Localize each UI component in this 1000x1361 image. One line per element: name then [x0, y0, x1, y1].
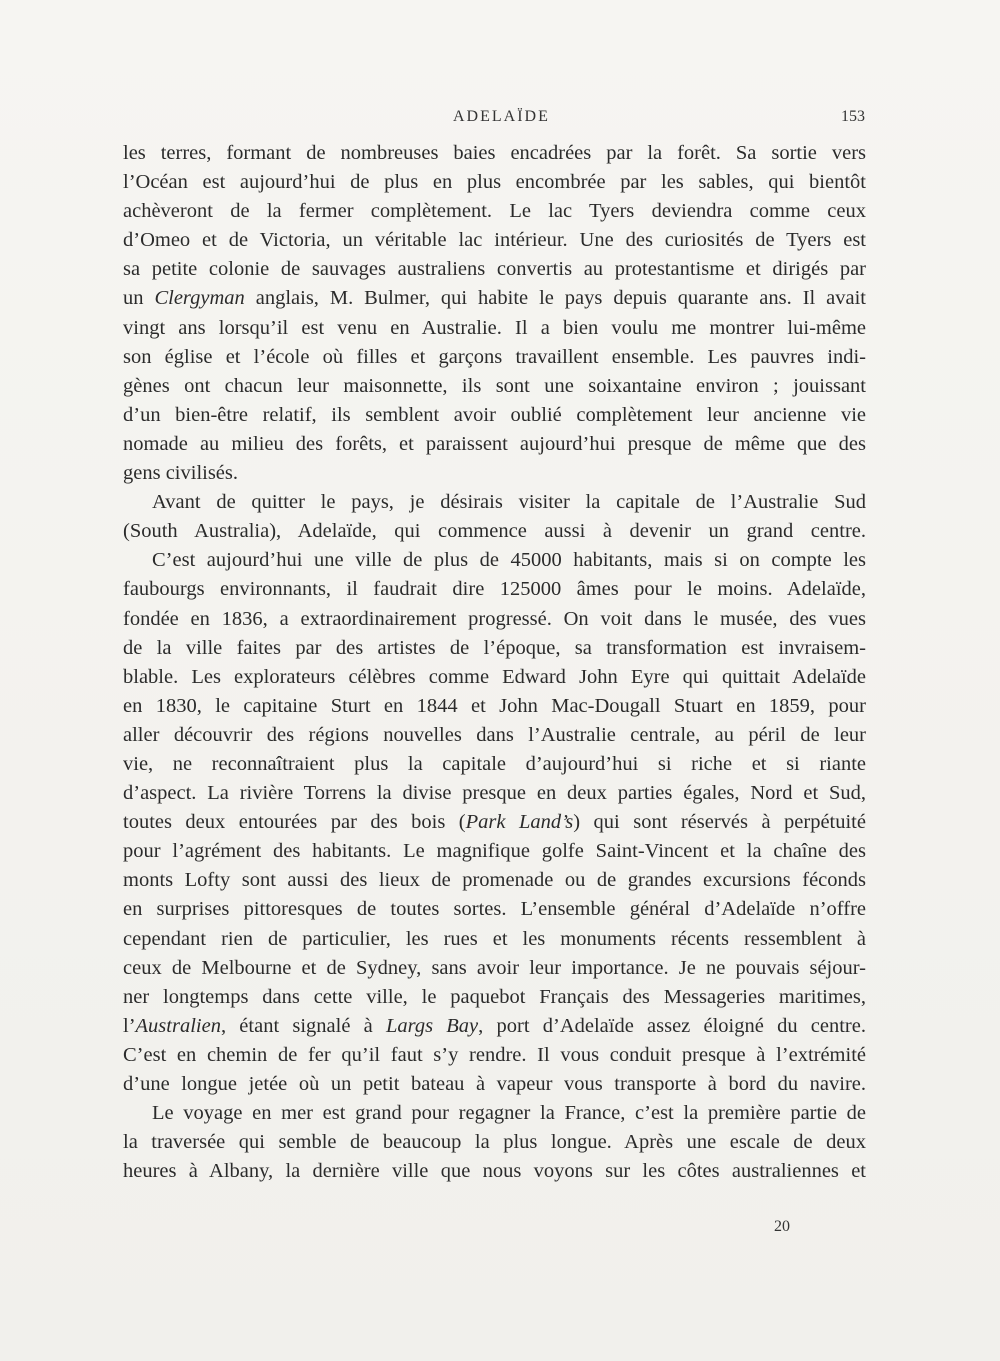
text-segment: nomade au milieu des forêts, et paraissent aujourd’hui presque de même que des [123, 432, 866, 455]
text-line [123, 837, 866, 866]
text-segment: sa petite colonie de sauvages australiens convertis au protestantisme et dirigés par [123, 258, 866, 281]
text-line [123, 546, 866, 575]
signature-mark: 20 [774, 1218, 790, 1235]
text-segment: fondée en 1836, a extraordinairement progressé. On voit dans le musée, des vues [123, 607, 866, 630]
text-segment: en surprises pittoresques de toutes sortes. L’ensemble général d’Adelaïde n’offre [123, 898, 866, 921]
text-line [123, 605, 866, 634]
text-line [123, 575, 866, 604]
text-segment: aller découvrir des régions nouvelles dans l’Australie centrale, au péril de leur [123, 723, 866, 746]
text-line [123, 488, 866, 517]
text-line [123, 1099, 866, 1128]
text-line [123, 692, 866, 721]
text-line [123, 314, 866, 343]
text-segment: ner longtemps dans cette ville, le paquebot Français des Messageries maritimes, [123, 985, 866, 1008]
text-segment: faubourgs environnants, il faudrait dire 125000 âmes pour le moins. Adelaïde, [123, 578, 866, 601]
text-segment: gènes ont chacun leur maisonnette, ils sont une soixantaine environ ; jouissant [123, 374, 866, 397]
text-line [123, 255, 866, 284]
text-segment: en 1830, le capitaine Sturt en 1844 et John Mac-Dougall Stuart en 1859, pour [123, 694, 866, 717]
text-segment: Le voyage en mer est grand pour regagner la France, c’est la première partie de [152, 1102, 866, 1125]
text-line [123, 284, 866, 313]
text-line [123, 1041, 866, 1070]
text-segment: les terres, formant de nombreuses baies encadrées par la forêt. Sa sortie vers [123, 142, 866, 164]
italic-text: Clergyman [154, 287, 245, 310]
text-segment: vingt ans lorsqu’il est venu en Australie. Il a bien voulu me montrer lui-même [123, 316, 866, 339]
text-line [123, 139, 866, 168]
text-segment: pour l’agrément des habitants. Le magnifique golfe Saint-Vincent et la chaîne des [123, 840, 866, 863]
text-segment: , étant signalé à [220, 1014, 386, 1037]
text-line [123, 721, 866, 750]
text-segment: d’Omeo et de Victoria, un véritable lac intérieur. Une des curiosités de Tyers est [123, 229, 866, 252]
text-segment: l’ [123, 1014, 136, 1037]
text-line [123, 1012, 866, 1041]
text-segment: d’aspect. La rivière Torrens la divise presque en deux parties égales, Nord et Sud, [123, 782, 866, 805]
text-segment: monts Lofty sont aussi des lieux de promenade ou de grandes excursions féconds [123, 869, 866, 892]
text-line [123, 983, 866, 1012]
text-line [123, 925, 866, 954]
italic-text: Australien [135, 1014, 221, 1037]
text-line [123, 779, 866, 808]
text-line [123, 517, 866, 546]
text-line [123, 866, 866, 895]
text-line [123, 168, 866, 197]
running-head: ADELAÏDE [453, 108, 550, 125]
text-segment: , port d’Adelaïde assez éloigné du centre. [478, 1014, 866, 1037]
text-segment: un [123, 287, 155, 310]
text-segment: d’un bien-être relatif, ils semblent avoir oublié complètement leur ancienne vie [123, 403, 866, 426]
text-line [123, 808, 866, 837]
text-line [123, 1070, 866, 1099]
text-segment: l’Océan est aujourd’hui de plus en plus encombrée par les sables, qui bientôt [123, 171, 866, 194]
text-line [123, 750, 866, 779]
text-line [123, 197, 866, 226]
text-segment: de la ville faites par des artistes de l’époque, sa transformation est invraisem- [123, 636, 866, 659]
text-line [123, 430, 866, 459]
text-line [123, 459, 866, 488]
text-segment: ceux de Melbourne et de Sydney, sans avoir leur importance. Je ne pouvais séjour- [123, 956, 866, 979]
text-line [123, 343, 866, 372]
page-number: 153 [841, 108, 865, 125]
body-text [123, 139, 866, 1186]
text-line [123, 226, 866, 255]
text-segment: (South Australia), Adelaïde, qui commence aussi à devenir un grand centre. [123, 520, 866, 543]
text-segment: C’est aujourd’hui une ville de plus de 45000 habitants, mais si on compte les [152, 549, 866, 572]
text-line [123, 372, 866, 401]
text-line [123, 1128, 866, 1157]
text-segment: la traversée qui semble de beaucoup la plus longue. Après une escale de deux [123, 1131, 866, 1154]
italic-text: Largs Bay [385, 1014, 479, 1037]
text-segment: heures à Albany, la dernière ville que nous voyons sur les côtes australiennes et [123, 1160, 866, 1183]
text-segment: C’est en chemin de fer qu’il faut s’y rendre. Il vous conduit presque à l’extrémité [123, 1043, 866, 1066]
text-segment: toutes deux entourées par des bois ( [123, 811, 466, 834]
text-segment: blable. Les explorateurs célèbres comme Edward John Eyre qui quittait Adelaïde [123, 665, 866, 688]
text-segment: ) qui sont réservés à perpétuité [573, 811, 866, 834]
text-line [123, 895, 866, 924]
text-segment: Avant de quitter le pays, je désirais visiter la capitale de l’Australie Sud [152, 491, 866, 514]
text-segment: d’une longue jetée où un petit bateau à vapeur vous transporte à bord du navire. [123, 1073, 866, 1095]
text-segment: son église et l’école où filles et garçons travaillent ensemble. Les pauvres indi- [123, 345, 866, 368]
italic-text: Park Land’s [465, 811, 574, 834]
text-line [123, 1157, 866, 1186]
text-line [123, 634, 866, 663]
text-line [123, 401, 866, 430]
text-line [123, 954, 866, 983]
text-segment: cependant rien de particulier, les rues et les monuments récents ressemblent à [123, 927, 866, 950]
text-segment: gens civilisés. [123, 462, 239, 485]
text-segment: achèveront de la fermer complètement. Le lac Tyers deviendra comme ceux [123, 200, 866, 223]
text-segment: vie, ne reconnaîtraient plus la capitale d’aujourd’hui si riche et si riante [123, 752, 866, 775]
text-line [123, 663, 866, 692]
text-segment: anglais, M. Bulmer, qui habite le pays depuis quarante ans. Il avait [244, 287, 867, 310]
